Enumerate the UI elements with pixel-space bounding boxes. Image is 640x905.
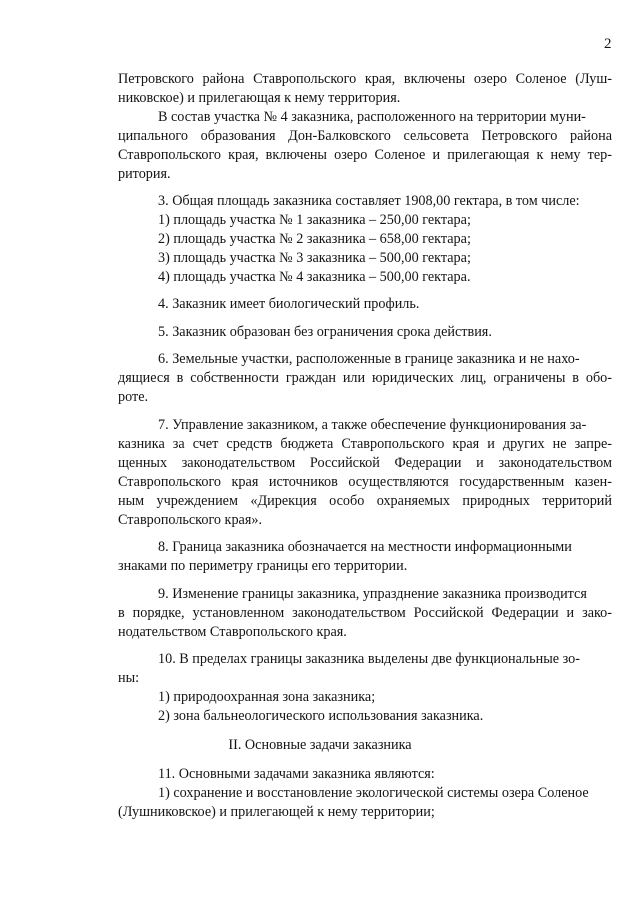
text-line: 11. Основными задачами заказника являются: xyxy=(158,766,435,782)
text-line: 3) площадь участка № 3 заказника – 500,00 гектара; xyxy=(158,250,471,266)
text-line: ципального образования Дон-Балковского сельсовета Петровского района xyxy=(118,128,612,144)
text-line: 1) площадь участка № 1 заказника – 250,00 гектара; xyxy=(158,212,471,228)
text-line: знаками по периметру границы его территории. xyxy=(118,558,408,574)
text-line: 4. Заказник имеет биологический профиль. xyxy=(158,296,420,312)
text-line: 5. Заказник образован без ограничения срока действия. xyxy=(158,324,492,340)
text-line: ным учреждением «Дирекция особо охраняемых природных территорий xyxy=(118,493,612,509)
text-line: никовское) и прилегающая к нему территория. xyxy=(118,90,401,106)
page-number: 2 xyxy=(604,36,612,52)
text-line: Ставропольского края, включены озеро Соленое и прилегающая к нему тер- xyxy=(118,147,612,163)
text-line: дящиеся в собственности граждан или юридических лиц, ограничены в обо- xyxy=(118,370,612,386)
text-line: роте. xyxy=(118,389,149,405)
text-line: 8. Граница заказника обозначается на местности информационными xyxy=(158,539,572,555)
text-line: (Лушниковское) и прилегающей к нему территории; xyxy=(118,804,435,820)
text-line: 9. Изменение границы заказника, упразднение заказника производится xyxy=(158,586,587,602)
text-line: 2) площадь участка № 2 заказника – 658,00 гектара; xyxy=(158,231,471,247)
text-line: в порядке, установленном законодательством Российской Федерации и зако- xyxy=(118,605,612,621)
text-line: Ставропольского края». xyxy=(118,512,263,528)
text-line: Ставропольского края источников осуществляются государственным казен- xyxy=(118,474,612,490)
text-line: 2) зона бальнеологического использования заказника. xyxy=(158,708,484,724)
text-line: ны: xyxy=(118,670,140,686)
text-line: 4) площадь участка № 4 заказника – 500,00 гектара. xyxy=(158,269,471,285)
section-heading: II. Основные задачи заказника xyxy=(228,737,412,753)
text-line: В состав участка № 4 заказника, расположенного на территории муни- xyxy=(158,109,586,125)
text-line: 10. В пределах границы заказника выделены две функциональные зо- xyxy=(158,651,580,667)
text-line: 3. Общая площадь заказника составляет 1908,00 гектара, в том числе: xyxy=(158,193,580,209)
text-line: казника за счет средств бюджета Ставропольского края и других не запре- xyxy=(118,436,612,452)
text-line: 1) природоохранная зона заказника; xyxy=(158,689,376,705)
text-line: Петровского района Ставропольского края, включены озеро Соленое (Луш- xyxy=(118,71,612,87)
text-line: 1) сохранение и восстановление экологической системы озера Соленое xyxy=(158,785,589,801)
text-line: 7. Управление заказником, а также обеспечение функционирования за- xyxy=(158,417,587,433)
text-line: ритория. xyxy=(118,166,171,182)
text-line: нодательством Ставропольского края. xyxy=(118,624,347,640)
text-line: 6. Земельные участки, расположенные в границе заказника и не нахо- xyxy=(158,351,580,367)
text-line: щенных законодательством Российской Федерации и законодательством xyxy=(118,455,612,471)
